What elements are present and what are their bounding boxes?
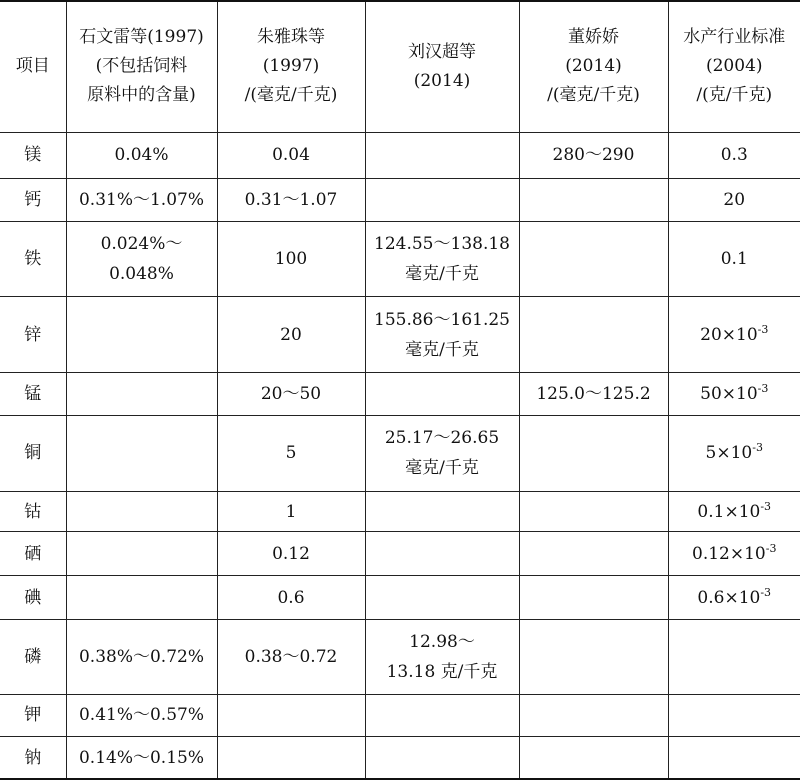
- standard-base: 0.12×10: [692, 543, 766, 564]
- table-row: [0, 179, 800, 221]
- standard-cell: [668, 373, 800, 415]
- item-cell: 锰: [0, 373, 66, 415]
- standard-exponent: -3: [752, 441, 763, 455]
- header-liu-2014: [365, 1, 519, 132]
- table-row: [0, 221, 800, 296]
- shi-cell: [66, 415, 217, 491]
- header-line: /(毫克/千克): [547, 85, 640, 106]
- dong-cell: [519, 179, 668, 221]
- cell-line: 毫克/千克: [405, 458, 479, 479]
- dong-cell: [519, 415, 668, 491]
- cell-line: 0.048%: [109, 263, 174, 284]
- table-row: [0, 132, 800, 179]
- item-cell: 锌: [0, 296, 66, 372]
- dong-cell: [519, 296, 668, 372]
- dong-cell: [519, 221, 668, 296]
- header-line: /(毫克/千克): [244, 85, 338, 106]
- table-row: [0, 694, 800, 736]
- zhu-cell: [217, 737, 365, 780]
- zhu-cell: 0.04: [217, 132, 365, 179]
- header-shi-1997: [66, 1, 217, 132]
- liu-cell: [365, 221, 519, 296]
- item-cell: 钠: [0, 737, 66, 780]
- header-line: 朱雅珠等: [257, 27, 325, 48]
- shi-cell: [66, 575, 217, 620]
- item-cell: 磷: [0, 620, 66, 694]
- zhu-cell: 0.6: [217, 575, 365, 620]
- dong-cell: [519, 694, 668, 736]
- table-row: [0, 492, 800, 532]
- table-row: [0, 373, 800, 415]
- standard-base: 20×10: [700, 324, 758, 345]
- liu-cell: [365, 296, 519, 372]
- cell-line: 毫克/千克: [405, 339, 479, 360]
- header-line: 原料中的含量): [87, 85, 196, 106]
- table-body: [0, 132, 800, 779]
- dong-cell: [519, 737, 668, 780]
- header-line: 项目: [15, 56, 50, 77]
- zhu-cell: 100: [217, 221, 365, 296]
- standard-base: 50×10: [700, 383, 758, 404]
- cell-line: 12.98～: [409, 631, 475, 652]
- cell-line: 124.55～138.18: [374, 233, 510, 254]
- shi-cell: [66, 296, 217, 372]
- liu-cell: [365, 737, 519, 780]
- shi-cell: 0.31%～1.07%: [66, 179, 217, 221]
- standard-base: 0.3: [720, 145, 748, 166]
- table-row: [0, 415, 800, 491]
- standard-cell: [668, 179, 800, 221]
- cell-line: 0.024%～: [100, 233, 183, 254]
- shi-cell: 0.38%～0.72%: [66, 620, 217, 694]
- standard-cell: [668, 132, 800, 179]
- standard-cell: [668, 296, 800, 372]
- header-dong-2014: [519, 1, 668, 132]
- cell-line: 155.86～161.25: [374, 309, 510, 330]
- header-line: (不包括饲料: [95, 56, 188, 77]
- header-line: (1997): [262, 56, 320, 77]
- standard-cell: [668, 415, 800, 491]
- header-zhu-1997: [217, 1, 365, 132]
- shi-cell: [66, 492, 217, 532]
- header-line: (2014): [413, 70, 471, 91]
- dong-cell: [519, 492, 668, 532]
- cell-line: 毫克/千克: [405, 263, 479, 284]
- table-row: [0, 737, 800, 780]
- liu-cell: [365, 532, 519, 575]
- liu-cell: [365, 620, 519, 694]
- table-row: [0, 620, 800, 694]
- standard-exponent: -3: [757, 381, 769, 395]
- standard-base: 0.1: [720, 248, 748, 269]
- header-line: 刘汉超等: [408, 41, 476, 62]
- header-line: (2004): [705, 56, 763, 77]
- liu-cell: [365, 132, 519, 179]
- standard-cell: [668, 532, 800, 575]
- standard-base: 5×10: [705, 443, 753, 464]
- header-line: 石文雷等(1997): [79, 27, 204, 48]
- shi-cell: [66, 221, 217, 296]
- zhu-cell: 20: [217, 296, 365, 372]
- zhu-cell: 5: [217, 415, 365, 491]
- zhu-cell: [217, 694, 365, 736]
- dong-cell: 125.0～125.2: [519, 373, 668, 415]
- shi-cell: 0.04%: [66, 132, 217, 179]
- item-cell: 铜: [0, 415, 66, 491]
- table-row: [0, 575, 800, 620]
- standard-exponent: -3: [757, 322, 769, 336]
- shi-cell: [66, 532, 217, 575]
- item-cell: 镁: [0, 132, 66, 179]
- shi-cell: 0.41%～0.57%: [66, 694, 217, 736]
- liu-cell: [365, 373, 519, 415]
- liu-cell: [365, 179, 519, 221]
- shi-cell: 0.14%～0.15%: [66, 737, 217, 780]
- standard-cell: [668, 492, 800, 532]
- dong-cell: [519, 620, 668, 694]
- header-line: (2014): [565, 56, 622, 77]
- standard-cell: [668, 620, 800, 694]
- item-cell: 铁: [0, 221, 66, 296]
- header-line: 水产行业标准: [683, 27, 786, 48]
- zhu-cell: 20～50: [217, 373, 365, 415]
- standard-cell: [668, 737, 800, 780]
- standard-exponent: -3: [765, 541, 777, 555]
- dong-cell: 280～290: [519, 132, 668, 179]
- liu-cell: [365, 575, 519, 620]
- zhu-cell: 0.31～1.07: [217, 179, 365, 221]
- dong-cell: [519, 532, 668, 575]
- item-cell: 碘: [0, 575, 66, 620]
- dong-cell: [519, 575, 668, 620]
- shi-cell: [66, 373, 217, 415]
- item-cell: 钙: [0, 179, 66, 221]
- liu-cell: [365, 415, 519, 491]
- zhu-cell: 0.12: [217, 532, 365, 575]
- item-cell: 钾: [0, 694, 66, 736]
- standard-exponent: -3: [760, 585, 772, 599]
- table-row: [0, 532, 800, 575]
- item-cell: 硒: [0, 532, 66, 575]
- cell-line: 25.17～26.65: [384, 428, 500, 449]
- standard-base: 0.1×10: [697, 501, 761, 522]
- header-line: 董娇娇: [568, 27, 619, 48]
- table-row: [0, 296, 800, 372]
- header-row: [0, 1, 800, 132]
- header-line: /(克/千克): [696, 85, 773, 106]
- zhu-cell: 0.38～0.72: [217, 620, 365, 694]
- standard-cell: [668, 575, 800, 620]
- header-item: [0, 1, 66, 132]
- zhu-cell: 1: [217, 492, 365, 532]
- standard-cell: [668, 694, 800, 736]
- header-standard-2004: [668, 1, 800, 132]
- standard-exponent: -3: [760, 499, 772, 513]
- cell-line: 13.18 克/千克: [386, 661, 498, 682]
- liu-cell: [365, 694, 519, 736]
- liu-cell: [365, 492, 519, 532]
- standard-base: 20: [723, 189, 746, 210]
- standard-base: 0.6×10: [697, 587, 761, 608]
- standard-cell: [668, 221, 800, 296]
- item-cell: 钴: [0, 492, 66, 532]
